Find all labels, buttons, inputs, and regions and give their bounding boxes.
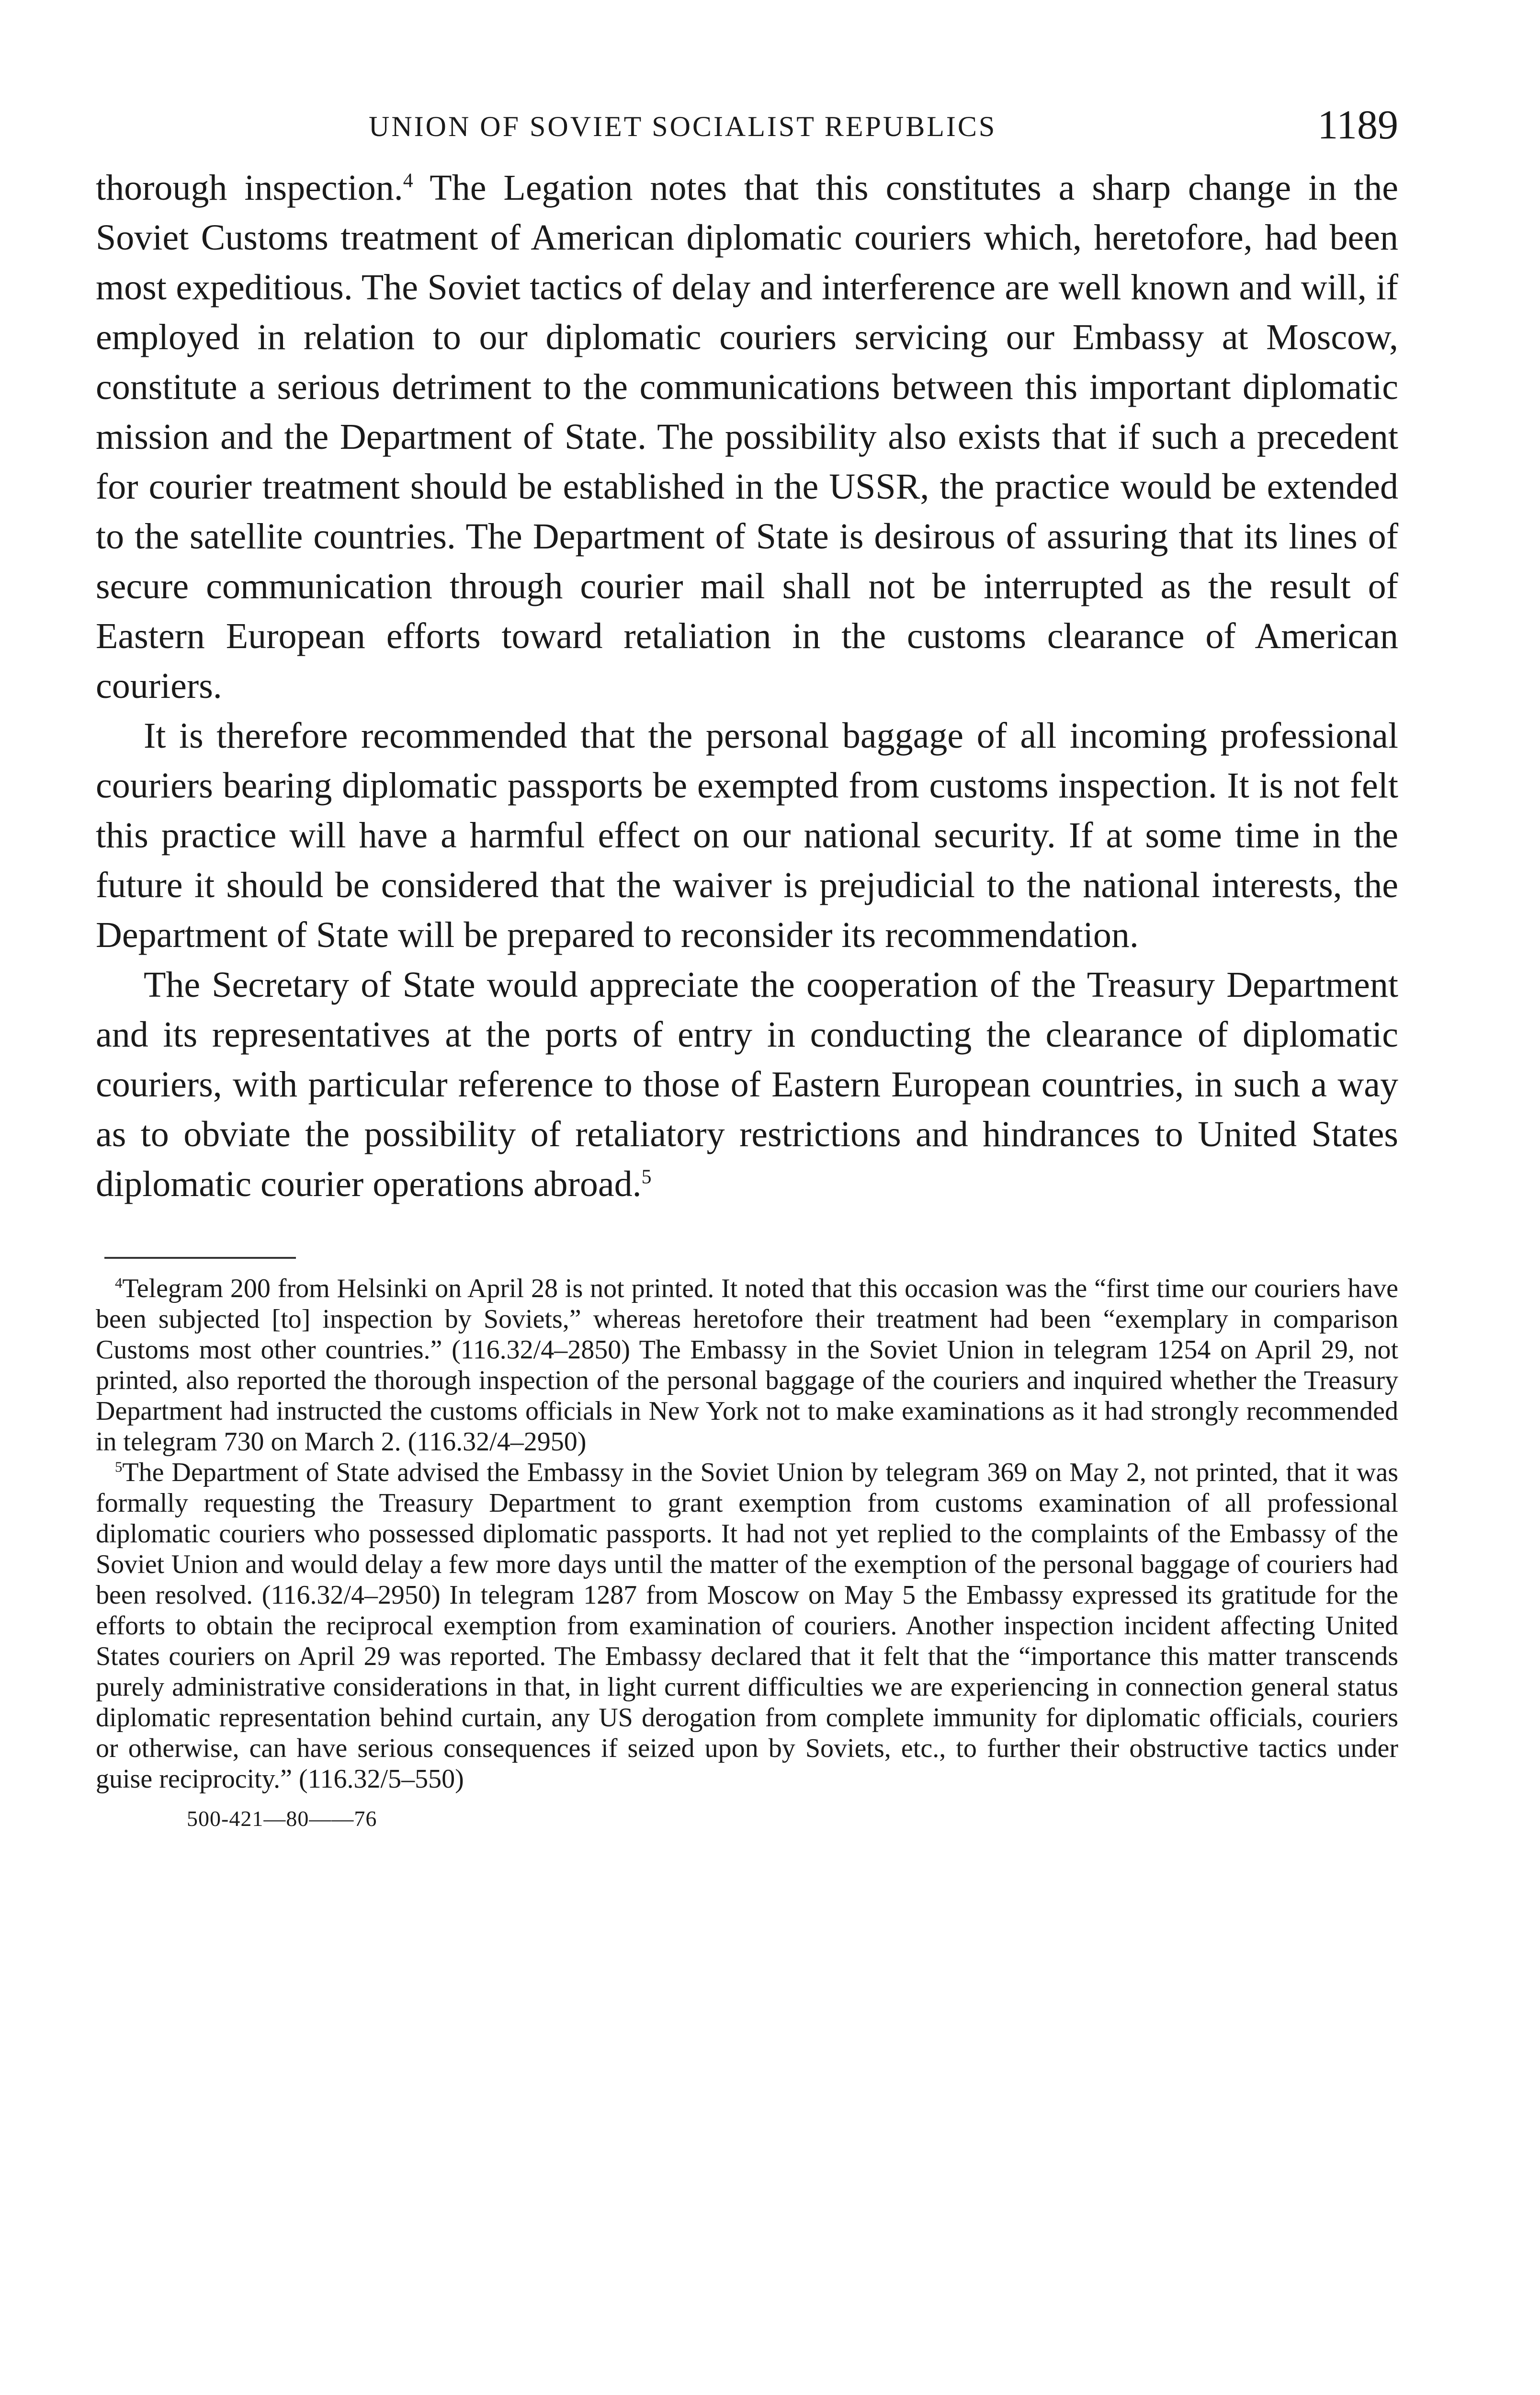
footnote (96, 1457, 1398, 1794)
paragraph-text: The Secretary of State would appreciate the cooperation of the Treasury Department and its representatives at the ports of entry in conducting the clearance of diplomatic couriers, with particular reference to those of Eastern European countries, in such a way as to obviate the possibility of retaliatory restrictions and hindrances to United States diplomatic courier operations abroad. (96, 965, 1398, 1204)
body-text (96, 163, 1398, 1209)
running-head: UNION OF SOVIET SOCIALIST REPUBLICS (369, 111, 997, 142)
page-header (96, 101, 1398, 163)
body-paragraph (96, 960, 1398, 1209)
footnote-divider (104, 1257, 296, 1259)
page-number: 1189 (1317, 102, 1398, 148)
paragraph-text: The Legation notes that this constitutes a sharp change in the Soviet Customs treatment of American diplomatic couriers which, heretofore, had been most expeditious. The Soviet tactics of delay and interference are well known and will, if employed in relation to our diplomatic couriers servicing our Embassy at Moscow, constitute a serious detriment to the communications between this important diplomatic mission and the Department of State. The possibility also exists that if such a precedent for courier treatment should be established in the USSR, the practice would be extended to the satellite countries. The Department of State is desirous of assuring that its lines of secure communication through courier mail shall not be interrupted as the result of Eastern European efforts toward retaliation in the customs clearance of American couriers. (96, 168, 1398, 706)
footnote-text: The Department of State advised the Embassy in the Soviet Union by telegram 369 on May 2, not printed, that it was formally requesting the Treasury Department to grant exemption from customs examination of all professional diplomatic couriers who possessed diplomatic passports. It had not yet replied to the complaints of the Embassy of the Soviet Union and would delay a few more days until the matter of the exemption of the personal baggage of couriers had been resolved. (116.32/4–2950) In telegram 1287 from Moscow on May 5 the Embassy expressed its gratitude for the efforts to obtain the reciprocal exemption from examination of couriers. Another inspection incident affecting United States couriers on April 29 was reported. The Embassy declared that it felt that the “importance this matter transcends purely administrative considerations in that, in light current difficulties we are experiencing in connection general status diplomatic representation behind curtain, any US derogation from complete immunity for diplomatic officials, couriers or otherwise, can have serious consequences if seized upon by Soviets, etc., to further their obstructive tactics under guise reciprocity.” (116.32/5–550) (96, 1458, 1398, 1794)
footnotes (96, 1273, 1398, 1794)
body-paragraph (96, 163, 1398, 711)
paragraph-text: thorough inspection. (96, 168, 403, 208)
body-paragraph (96, 711, 1398, 960)
paragraph-text: It is therefore recommended that the personal baggage of all incoming professional couriers bearing diplomatic passports be exempted from customs inspection. It is not felt this practice will have a harmful effect on our national security. If at some time in the future it should be considered that the waiver is prejudicial to the national interests, the Department of State will be prepared to reconsider its recommendation. (96, 716, 1398, 955)
footnote-reference: 4 (403, 170, 413, 192)
footnote (96, 1273, 1398, 1457)
footnote-marker: 5 (115, 1459, 123, 1475)
footnote-marker: 4 (115, 1275, 123, 1291)
footnote-text: Telegram 200 from Helsinki on April 28 is not printed. It noted that this occasion was the “first time our couriers have been subjected [to] inspection by Soviets,” whereas heretofore their treatment had been “exemplary in comparison Customs most other countries.” (116.32/4–2850) The Embassy in the Soviet Union in telegram 1254 on April 29, not printed, also reported the thorough inspection of the personal baggage of the couriers and inquired whether the Treasury Department had instructed the customs officials in New York not to make examinations as it had strongly recommended in telegram 730 on March 2. (116.32/4–2950) (96, 1274, 1398, 1457)
print-code: 500-421—80——76 (187, 1806, 377, 1831)
footnote-reference: 5 (641, 1166, 652, 1188)
document-page (96, 101, 1398, 1831)
